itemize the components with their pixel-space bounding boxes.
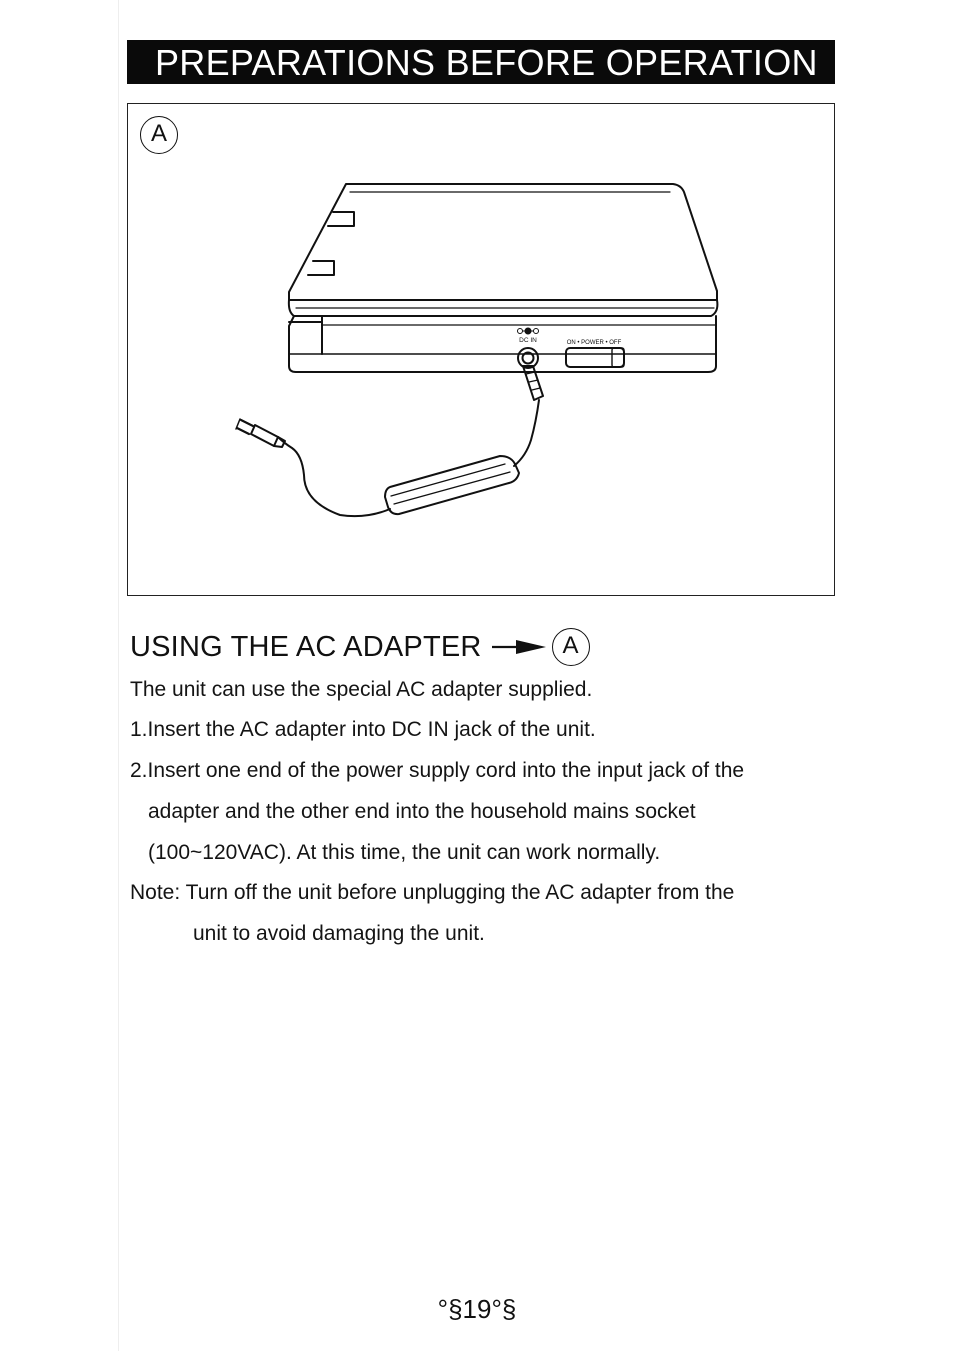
power-switch-label: ON • POWER • OFF <box>566 340 622 346</box>
body-line-step-1: 1.Insert the AC adapter into DC IN jack of the unit. <box>130 718 596 741</box>
wall-plug <box>251 425 278 446</box>
polarity-symbol <box>518 328 539 334</box>
player-lid <box>289 184 717 300</box>
arrow-right-icon <box>492 638 546 656</box>
body-line-note-cont: unit to avoid damaging the unit. <box>193 922 485 945</box>
figure-callout-a: A <box>140 116 178 154</box>
body-line-step-2-cont: adapter and the other end into the household mains socket <box>148 800 696 823</box>
power-switch <box>566 348 624 367</box>
section-callout-a: A <box>552 628 590 666</box>
lid-hinge-bottom <box>308 261 334 275</box>
section-heading-text: USING THE AC ADAPTER <box>130 630 482 663</box>
dc-in-label: DC IN <box>519 337 537 344</box>
lid-hinge-top <box>328 212 354 226</box>
body-line-step-2: 2.Insert one end of the power supply cord into the input jack of the <box>130 759 745 782</box>
section-title-bar <box>127 40 835 84</box>
body-line-note: Note: Turn off the unit before unplugging the AC adapter from the <box>130 881 735 904</box>
illustration-frame <box>127 103 835 596</box>
page-spine-line <box>118 0 119 1351</box>
adapter-brick <box>385 456 519 514</box>
body-line-intro: The unit can use the special AC adapter supplied. <box>130 678 593 701</box>
page-number: °§19°§ <box>437 1294 517 1324</box>
body-line-step-2-cont-2: (100~120VAC). At this time, the unit can work normally. <box>148 841 661 864</box>
page-title: PREPARATIONS BEFORE OPERATION <box>155 42 818 83</box>
dvd-player-adapter-illustration <box>128 104 834 595</box>
dc-cord <box>514 400 539 466</box>
section-heading <box>130 626 590 668</box>
mains-cord <box>278 437 390 516</box>
